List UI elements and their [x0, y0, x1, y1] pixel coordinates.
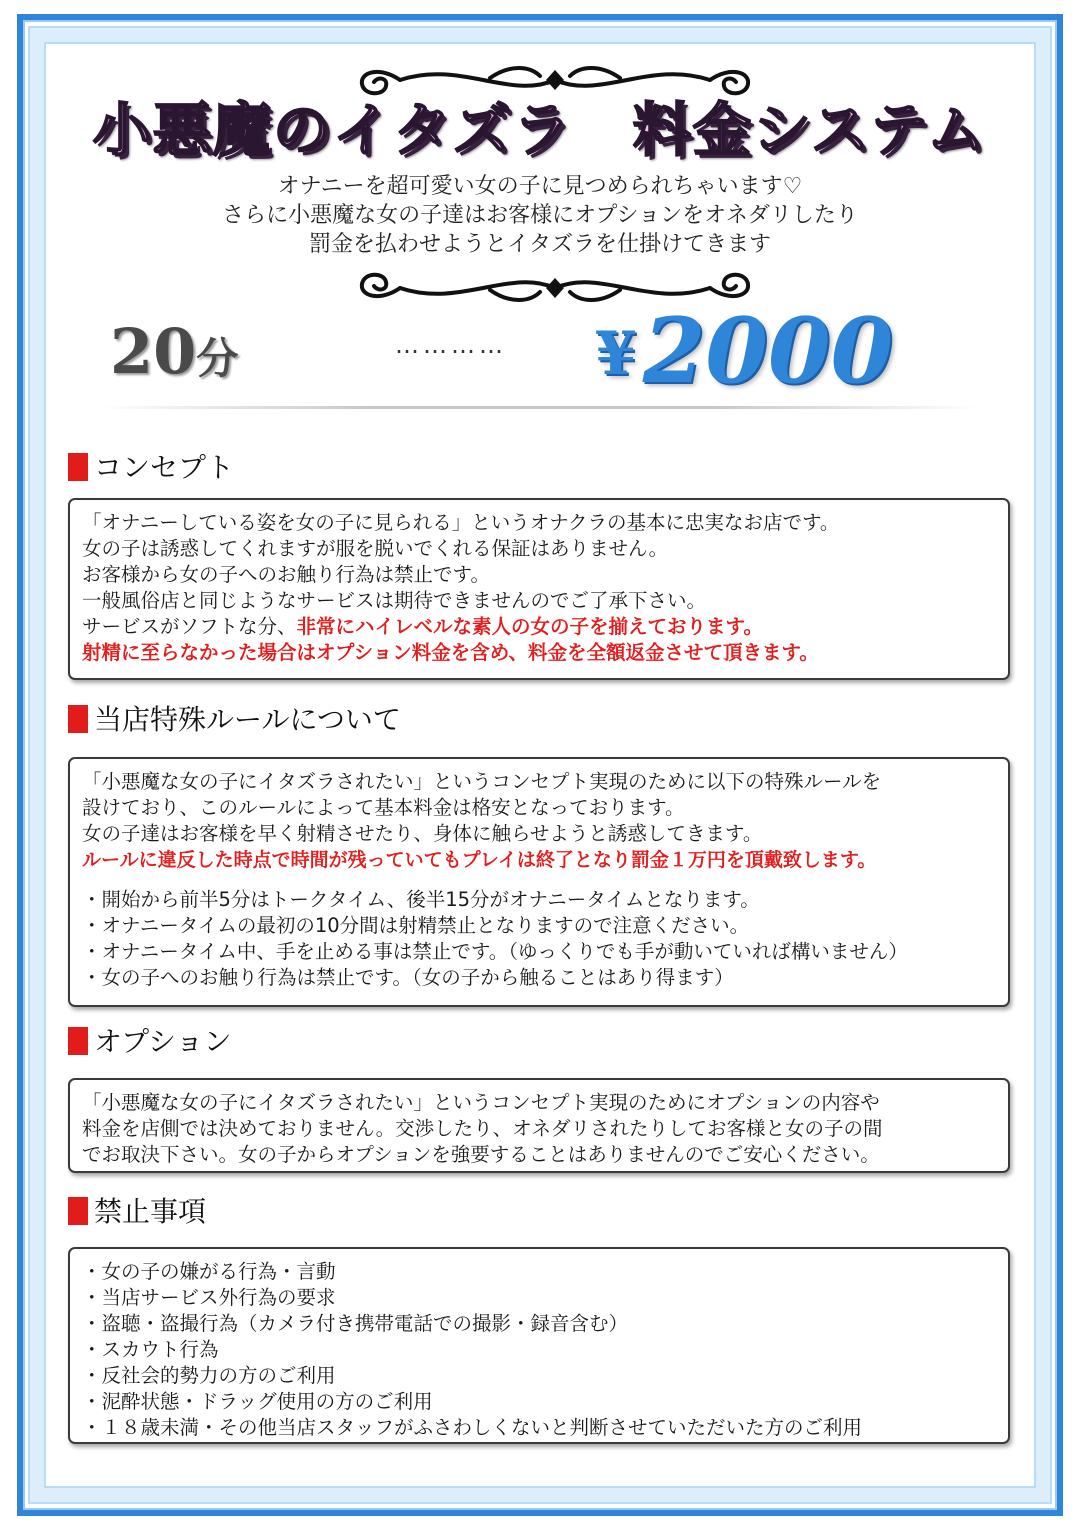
prohibited-item-4: ・スカウト行為 [82, 1338, 219, 1361]
duration-number: 20 [110, 315, 197, 388]
intro-line-2: さらに小悪魔な女の子達はお客様にオプションをオネダリしたり [222, 203, 858, 228]
section-title: オプション [94, 1025, 232, 1058]
prohibited-box [68, 1247, 1010, 1444]
concept-line-4: 一般風俗店と同じようなサービスは期待できませんのでご了承下さい。 [82, 589, 707, 612]
concept-line-5 [82, 614, 996, 640]
rules-bullet-4: ・女の子へのお触り行為は禁止です。（女の子から触ることはあり得ます） [82, 966, 734, 989]
spacer [82, 873, 996, 887]
intro-line-1: オナニーを超可愛い女の子に見つめられちゃいます♡ [277, 174, 803, 199]
rules-penalty-note: ルールに違反した時点で時間が残っていてもプレイは終了となり罰金１万円を頂戴致します。 [82, 849, 877, 871]
red-square-icon [68, 453, 88, 481]
prohibited-item-7: ・１８歳未満・その他当店スタッフがふさわしくないと判断させていただいた方のご利用 [82, 1416, 863, 1439]
intro-line-3: 罰金を払わせようとイタズラを仕掛けてきます [308, 232, 771, 257]
red-square-icon [68, 1027, 88, 1055]
prohibited-item-3: ・盗聴・盗撮行為（カメラ付き携帯電話での撮影・録音含む） [82, 1312, 629, 1335]
options-box [68, 1078, 1010, 1173]
rules-bullet-1: ・開始から前半5分はトークタイム、後半15分がオナニータイムとなります。 [82, 888, 760, 911]
prohibited-item-5: ・反社会的勢力の方のご利用 [82, 1364, 336, 1387]
concept-line-1: 「オナニーしている姿を女の子に見られる」というオナクラの基本に忠実なお店です。 [82, 511, 840, 534]
red-square-icon [68, 1197, 88, 1225]
price-row [90, 295, 990, 405]
red-square-icon [68, 705, 88, 733]
section-title: コンセプト [94, 451, 235, 484]
price-amount [595, 298, 894, 404]
section-heading-rules [68, 700, 401, 740]
rules-line-2: 設けており、このルールによって基本料金は格安となっております。 [82, 796, 685, 819]
options-line-3: でお取決下さい。女の子からオプションを強要することはありませんのでご安心ください。 [82, 1143, 880, 1166]
price-divider [100, 406, 980, 409]
concept-line-3: お客様から女の子へのお触り行為は禁止です。 [82, 563, 490, 586]
prohibited-item-2: ・当店サービス外行為の要求 [82, 1286, 336, 1309]
price-duration [110, 317, 238, 387]
section-title: 当店特殊ルールについて [94, 703, 401, 736]
concept-line-5-prefix: サービスがソフトな分、 [82, 615, 297, 638]
price-dots: ………… [395, 331, 507, 359]
prohibited-item-1: ・女の子の嫌がる行為・言動 [82, 1260, 336, 1283]
prohibited-item-6: ・泥酔状態・ドラッグ使用の方のご利用 [82, 1390, 433, 1413]
rules-line-1: 「小悪魔な女の子にイタズラされたい」というコンセプト実現のために以下の特殊ルールを [82, 770, 882, 793]
concept-line-2: 女の子は誘惑してくれますが服を脱いでくれる保証はありません。 [82, 537, 669, 560]
rules-box [68, 757, 1010, 1007]
options-line-2: 料金を店側では決めておりません。交渉したり、オネダリされたりしてお客様と女の子の間 [82, 1117, 883, 1140]
section-title: 禁止事項 [94, 1195, 207, 1228]
currency-symbol: ¥ [595, 319, 637, 389]
options-line-1: 「小悪魔な女の子にイタズラされたい」というコンセプト実現のためにオプションの内容や [82, 1091, 880, 1114]
duration-unit: 分 [196, 334, 239, 383]
amount-value: 2000 [642, 298, 894, 404]
section-heading-prohibited [68, 1192, 206, 1232]
concept-box [68, 498, 1010, 680]
rules-bullet-2: ・オナニータイムの最初の10分間は射精禁止となりますので注意ください。 [82, 914, 750, 937]
concept-refund-note: 射精に至らなかった場合はオプション料金を含め、料金を全額返金させて頂きます。 [82, 641, 819, 664]
rules-line-3: 女の子達はお客様を早く射精させたり、身体に触らせようと誘惑してきます。 [82, 822, 763, 845]
section-heading-options [68, 1022, 231, 1062]
rules-bullet-3: ・オナニータイム中、手を止める事は禁止です。（ゆっくりでも手が動いていれば構いません） [82, 940, 908, 963]
section-heading-concept [68, 448, 234, 488]
page-title: 小悪魔のイタズラ 料金システム [92, 96, 988, 164]
concept-line-5-highlight: 非常にハイレベルな素人の女の子を揃えております。 [296, 615, 763, 638]
